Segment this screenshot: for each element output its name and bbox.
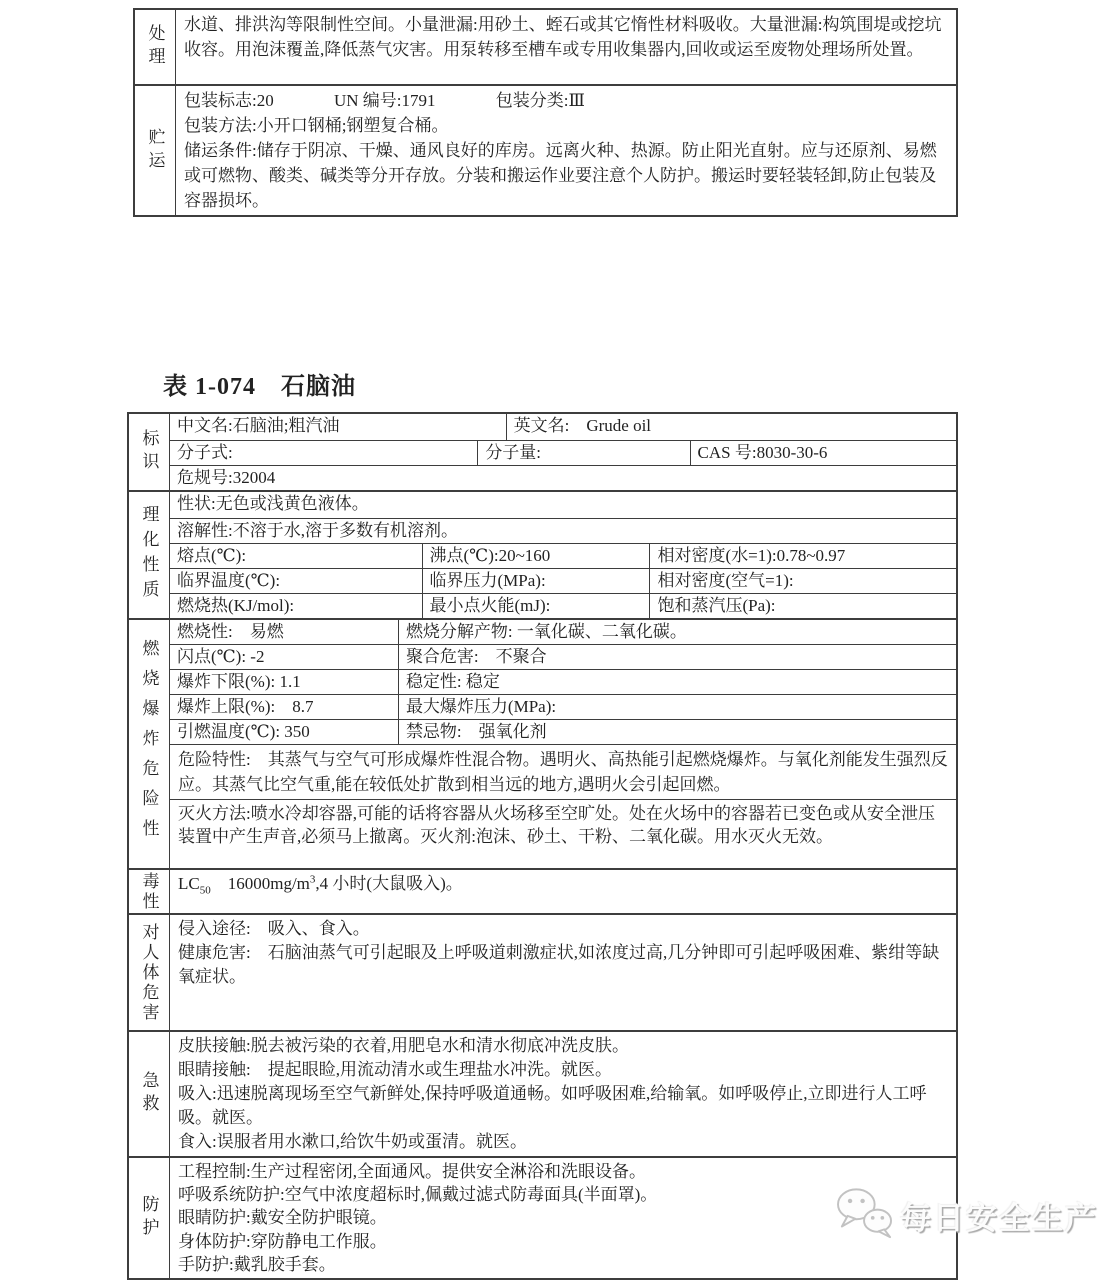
un-number: UN 编号:1791 (333, 91, 436, 110)
section-label-first-aid (129, 1032, 170, 1156)
field-ignition-temperature: 引燃温度(℃): 350 (177, 722, 310, 741)
melting-boiling-row (170, 543, 956, 568)
field-lc50 (170, 870, 956, 913)
section-label-storage (135, 86, 176, 215)
first-aid-row (170, 1032, 956, 1156)
field-danger-code: 危规号:32004 (177, 468, 276, 487)
lc50-superscript: 3 (309, 873, 316, 886)
lc50-prefix: LC (178, 874, 200, 893)
field-ingestion: 食入:误服者用水漱口,给饮牛奶或蛋清。就医。 (178, 1132, 527, 1151)
field-critical-temperature: 临界温度(℃): (177, 571, 281, 590)
field-max-explosion-pressure: 最大爆炸压力(MPa): (398, 695, 956, 719)
section-label-text: 燃烧爆炸危险性 (139, 639, 159, 849)
section-label-handling (135, 10, 176, 84)
field-body-protection: 身体防护:穿防静电工作服。 (178, 1231, 387, 1251)
field-eye-protection: 眼睛防护:戴安全防护眼镜。 (178, 1208, 387, 1228)
field-decomposition-products: 燃烧分解产物: 一氧化碳、二氧化碳。 (398, 620, 956, 644)
field-molecular-formula: 分子式: (177, 443, 233, 462)
field-min-ignition-energy: 最小点火能(mJ): (422, 594, 650, 618)
field-combustion-heat: 燃烧热(KJ/mol): (177, 596, 295, 615)
field-relative-density-water: 相对密度(水=1):0.78~0.97 (649, 544, 956, 568)
field-molecular-weight: 分子量: (477, 441, 689, 465)
critical-row (170, 568, 956, 593)
field-health-effects: 健康危害: 石脑油蒸气可引起眼及上呼吸道刺激症状,如浓度过高,几分钟即可引起呼吸困难、紫绀等缺氧症状。 (178, 943, 940, 986)
wechat-icon (834, 1186, 896, 1245)
table-title: 表 1-074 石脑油 (163, 374, 356, 400)
section-label-physical-chemical (129, 492, 170, 618)
section-label-text: 贮运 (145, 127, 165, 174)
field-explosion-upper-limit: 爆炸上限(%): 8.7 (177, 697, 314, 716)
name-row (170, 414, 956, 440)
section-label-text: 处理 (145, 24, 165, 70)
section-toxicity (129, 868, 956, 913)
storage-row (176, 86, 956, 215)
field-incompatibilities: 禁忌物: 强氧化剂 (398, 720, 956, 744)
explosion-upper-row (170, 694, 956, 719)
field-melting-point: 熔点(℃): (177, 546, 247, 565)
packing-info-line (184, 88, 948, 113)
field-chinese-name: 中文名:石脑油;粗汽油 (177, 416, 340, 435)
danger-code-row (170, 465, 956, 490)
field-flammability: 燃烧性: 易燃 (177, 622, 284, 641)
ignition-temperature-row (170, 719, 956, 744)
section-label-text: 理化性质 (139, 505, 159, 605)
field-boiling-point: 沸点(℃):20~160 (422, 544, 650, 568)
handling-text: 水道、排洪沟等限制性空间。小量泄漏:用砂土、蛭石或其它惰性材料吸收。大量泄漏:构筑围堤或挖坑收容。用泡沫覆盖,降低蒸气灾害。用泵转移至槽车或专用收集器内,回收或运至废物处理场所处置。 (184, 15, 942, 59)
field-explosion-lower-limit: 爆炸下限(%): 1.1 (177, 672, 301, 691)
watermark-text: 每日安全生产 (900, 1201, 1098, 1236)
field-hand-protection: 手防护:戴乳胶手套。 (178, 1254, 336, 1274)
section-label-text: 毒性 (139, 871, 159, 912)
appearance-row (170, 492, 956, 518)
field-eye-contact: 眼睛接触: 提起眼睑,用流动清水或生理盐水冲洗。就医。 (178, 1060, 612, 1079)
health-hazard-row (170, 915, 956, 1030)
first-aid-text (170, 1032, 956, 1156)
solubility-row (170, 518, 956, 543)
section-health-hazard (129, 913, 956, 1030)
packing-mark: 包装标志:20 (184, 91, 274, 110)
section-physical-chemical (129, 490, 956, 618)
combustion-heat-row (170, 593, 956, 618)
packing-class: 包装分类:Ⅲ (495, 91, 585, 110)
storage-condition: 储运条件:储存于阴凉、干燥、通风良好的库房。远离火种、热源。防止阳光直射。应与还原剂、易燃或可燃物、酸类、碱类等分开存放。分装和搬运作业要注意个人防护。搬运时要轻装轻卸,防止包装及容器损坏。 (184, 141, 937, 210)
section-storage-transport (135, 84, 956, 215)
section-label-text: 标识 (139, 429, 159, 475)
formula-row (170, 440, 956, 465)
section-handling (135, 10, 956, 84)
field-stability: 稳定性: 稳定 (398, 670, 956, 694)
field-engineering-control: 工程控制:生产过程密闭,全面通风。提供安全淋浴和洗眼设备。 (178, 1162, 646, 1181)
section-label-toxicity (129, 870, 170, 913)
field-saturated-vapor-pressure: 饱和蒸汽压(Pa): (649, 594, 956, 618)
packing-method: 包装方法:小开口钢桶;钢塑复合桶。 (184, 116, 449, 135)
section-label-identification (129, 414, 170, 490)
flammability-row (170, 620, 956, 644)
health-hazard-text (170, 915, 956, 1030)
section-label-fire-explosion (129, 620, 170, 868)
section-label-health-hazard (129, 915, 170, 1030)
field-inhalation: 吸入:迅速脱离现场至空气新鲜处,保持呼吸道通畅。如呼吸困难,给输氧。如呼吸停止,立即进行人工呼吸。就医。 (178, 1084, 927, 1127)
section-first-aid (129, 1030, 956, 1156)
field-hazard-characteristics: 危险特性: 其蒸气与空气可形成爆炸性混合物。遇明火、高热能引起燃烧爆炸。与氧化剂能发生强烈反应。其蒸气比空气重,能在较低处扩散到相当远的地方,遇明火会引起回燃。 (178, 750, 948, 794)
field-fire-fighting: 灭火方法:喷水冷却容器,可能的话将容器从火场移至空旷处。处在火场中的容器若已变色或从安全泄压装置中产生声音,必须马上撤离。灭火剂:泡沫、砂土、干粉、二氧化碳。用水灭火无效。 (178, 804, 935, 847)
field-critical-pressure: 临界压力(MPa): (422, 569, 650, 593)
section-label-text: 急救 (139, 1071, 159, 1117)
flash-point-row (170, 644, 956, 669)
hazard-characteristics-row (170, 744, 956, 799)
section-fire-explosion (129, 618, 956, 868)
field-cas-no: CAS 号:8030-30-6 (690, 441, 956, 465)
section-identification (129, 414, 956, 490)
field-skin-contact: 皮肤接触:脱去被污染的衣着,用肥皂水和清水彻底冲洗皮肤。 (178, 1036, 629, 1055)
field-solubility: 溶解性:不溶于水,溶于多数有机溶剂。 (177, 521, 458, 540)
field-flash-point: 闪点(℃): -2 (177, 647, 265, 666)
field-respiratory-protection: 呼吸系统防护:空气中浓度超标时,佩戴过滤式防毒面具(半面罩)。 (178, 1185, 658, 1205)
storage-text (176, 86, 956, 215)
section-protection (129, 1156, 956, 1278)
section-label-text: 防护 (139, 1195, 159, 1241)
field-english-name: 英文名: Grude oil (506, 414, 956, 440)
main-table (127, 412, 958, 1280)
field-polymerization-hazard: 聚合危害: 不聚合 (398, 645, 956, 669)
explosion-lower-row (170, 669, 956, 694)
field-exposure-route: 侵入途径: 吸入、食入。 (178, 919, 370, 938)
field-relative-density-air: 相对密度(空气=1): (649, 569, 956, 593)
lc50-row (170, 870, 956, 913)
watermark (834, 1186, 1098, 1245)
section-label-text: 对人体危害 (139, 922, 159, 1023)
lc50-subscript: 50 (199, 884, 211, 897)
section-label-protection (129, 1158, 170, 1278)
top-table (133, 8, 958, 217)
lc50-value: 16000mg/m (210, 874, 310, 893)
lc50-suffix: ,4 小时(大鼠吸入)。 (315, 874, 463, 893)
field-appearance: 性状:无色或浅黄色液体。 (177, 494, 369, 513)
fire-fighting-row (170, 799, 956, 868)
handling-row (176, 10, 956, 84)
